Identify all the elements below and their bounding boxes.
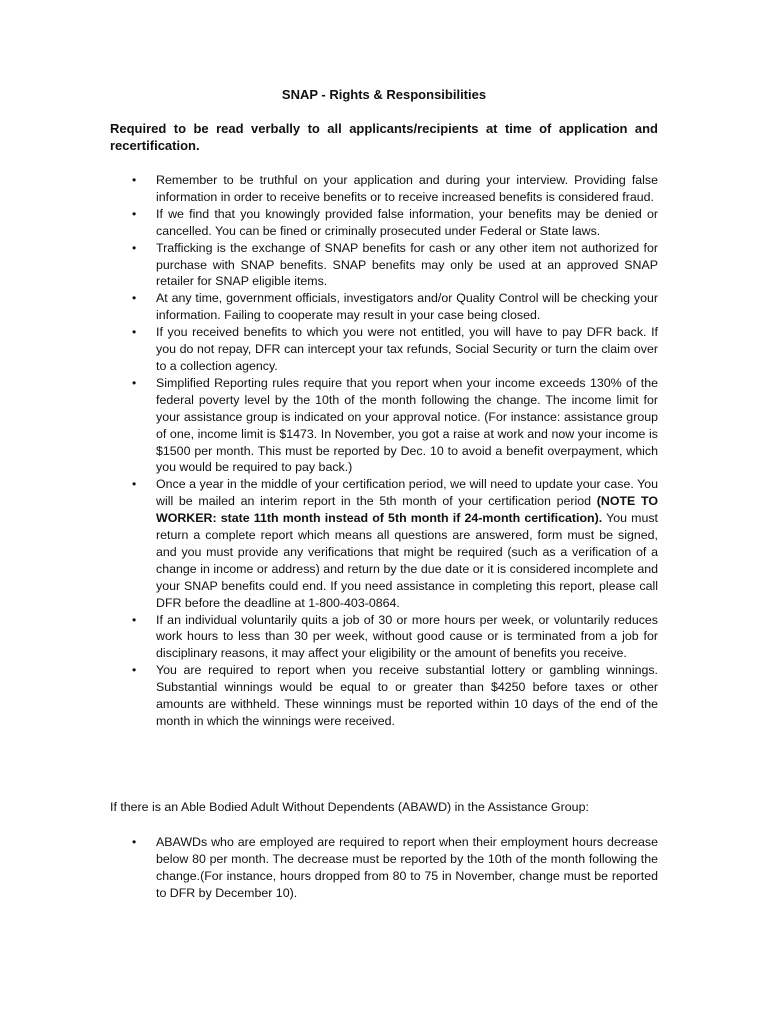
bullet-icon: • (132, 291, 137, 306)
list-item-text: If we find that you knowingly provided false information, your benefits may be denied or cancelled. You can be fined or criminally prosecuted under Federal or State laws. (156, 206, 658, 238)
list-item (110, 834, 658, 902)
list-item-text: Trafficking is the exchange of SNAP benefits for cash or any other item not authorized for purchase with SNAP benefits. SNAP benefits may only be used at an approved SNAP retailer for SNAP eligible items. (156, 240, 658, 289)
bullet-icon: • (132, 240, 137, 255)
list-item (110, 476, 658, 611)
document-title: SNAP - Rights & Responsibilities (281, 87, 487, 102)
intro-instruction: Required to be read verbally to all applicants/recipients at time of application and recertification. (110, 121, 658, 153)
list-item (110, 290, 658, 324)
list-item-text: At any time, government officials, investigators and/or Quality Control will be checking your information. Failing to cooperate may result in your case being closed. (156, 291, 658, 323)
list-item-text: Simplified Reporting rules require that you report when your income exceeds 130% of the federal poverty level by the 10th of the month following the change. The income limit for your assistance group is indicated on your approval notice. (For instance: assistance group of one, income limit is $1473. In November, you got a raise at work and now your income is $1500 per month. This must be reported by Dec. 10 to avoid a benefit overpayment, which you would be required to pay back.) (156, 375, 658, 475)
rights-list (110, 172, 658, 730)
list-item (110, 375, 658, 476)
bullet-icon: • (132, 375, 137, 390)
bullet-icon: • (132, 206, 137, 221)
list-item-text: ABAWDs who are employed are required to report when their employment hours decrease below 80 per month. The decrease must be reported by the 10th of the month following the change.(For instance, hours dropped from 80 to 75 in November, change must be reported to DFR by December 10). (156, 835, 658, 900)
list-item-text-part: Once a year in the middle of your certification period, we will need to update your case. You will be mailed an interim report in the 5th month of your certification period (156, 477, 658, 509)
list-item (110, 324, 658, 375)
list-item-text: You are required to report when you receive substantial lottery or gambling winnings. Substantial winnings would be equal to or greater than $4250 before taxes or other amounts are withheld. These winnings must be reported within 10 days of the end of the month in which the winnings were received. (156, 663, 658, 728)
list-item-text-part: You must return a complete report which means all questions are answered, form must be signed, and you must provide any verifications that might be required (such as a verification of a change in income or address) and return by the due date or it is considered incomplete and your SNAP benefits could end. If you need assistance in completing this report, please call DFR before the deadline at 1-800-403-0864. (156, 511, 659, 610)
abawd-list (110, 834, 658, 902)
list-item-text (156, 477, 658, 609)
worker-note: (NOTE TO WORKER: state 11th month instead of 5th month if 24-month certification). (156, 494, 658, 526)
list-item-text: If an individual voluntarily quits a job of 30 or more hours per week, or voluntarily reduces work hours to less than 30 per week, without good cause or is terminated from a job for disciplinary reasons, it may affect your eligibility or the amount of benefits you receive. (156, 612, 658, 661)
list-item-text: If you received benefits to which you were not entitled, you will have to pay DFR back. If you do not repay, DFR can intercept your tax refunds, Social Security or turn the claim over to a collection agency. (156, 325, 658, 373)
list-item (110, 172, 658, 206)
list-item (110, 662, 658, 730)
abawd-heading: If there is an Able Bodied Adult Without Dependents (ABAWD) in the Assistance Group: (110, 800, 589, 814)
list-item-text: Remember to be truthful on your application and during your interview. Providing false information in order to receive benefits or to receive increased benefits is considered fraud. (156, 173, 658, 204)
list-item (110, 612, 658, 663)
bullet-icon: • (132, 173, 137, 187)
bullet-icon: • (132, 663, 137, 678)
bullet-icon: • (132, 612, 137, 627)
list-item (110, 206, 658, 240)
list-item (110, 240, 658, 291)
bullet-icon: • (132, 835, 137, 849)
bullet-icon: • (132, 325, 137, 340)
bullet-icon: • (132, 477, 137, 492)
